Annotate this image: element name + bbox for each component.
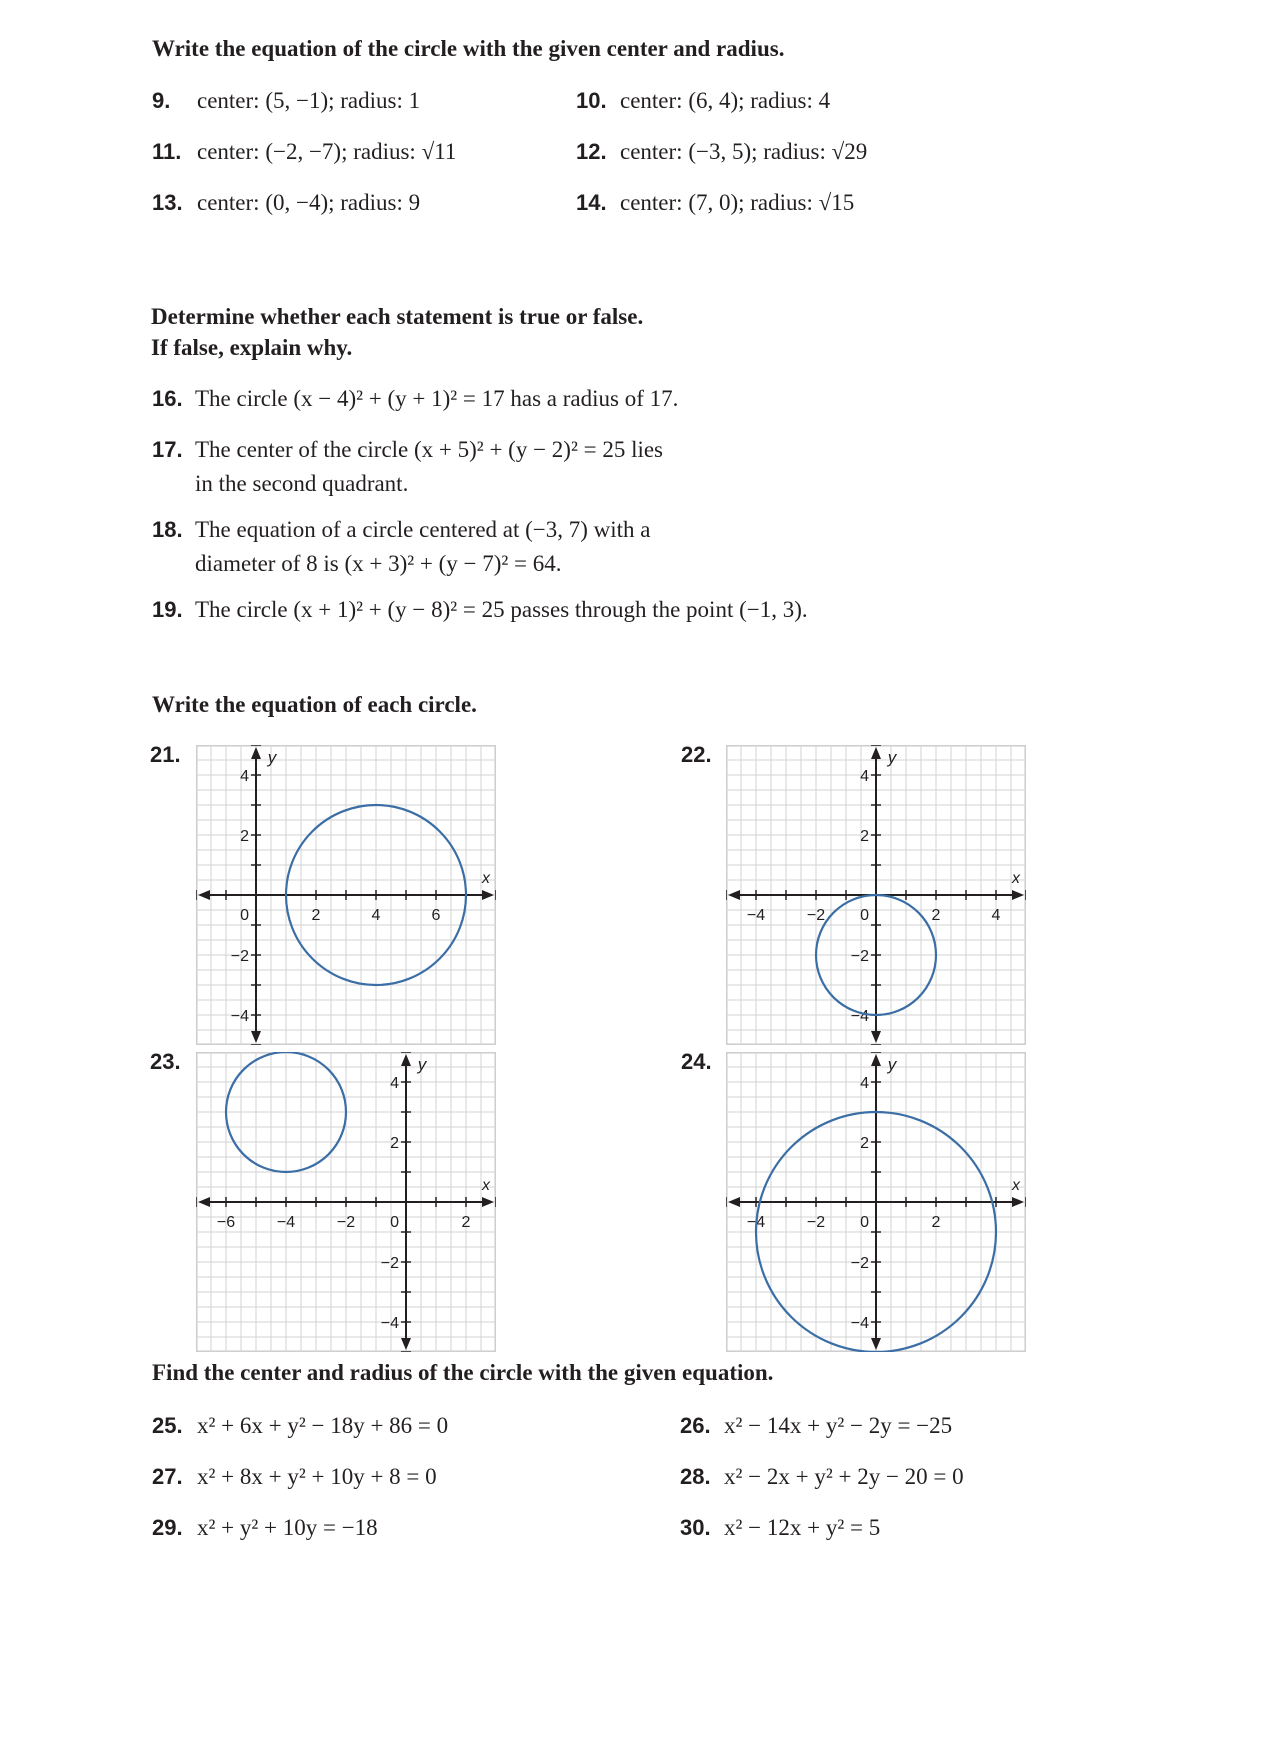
problem-text: center: (0, −4); radius: 9 xyxy=(197,190,421,215)
y-tick-label: 2 xyxy=(240,828,249,845)
x-tick-label: −6 xyxy=(216,1214,236,1231)
problem-19 xyxy=(152,593,808,627)
origin-label: 0 xyxy=(860,907,869,924)
problem-number: 25. xyxy=(152,1413,183,1438)
y-tick-label: −4 xyxy=(230,1008,249,1025)
y-axis-label: y xyxy=(887,1055,897,1074)
section-heading-true-false xyxy=(151,300,643,365)
y-tick-label: −2 xyxy=(850,948,869,965)
problem-number: 11. xyxy=(152,139,182,164)
x-tick-label: −2 xyxy=(806,907,826,924)
x-tick-label: −2 xyxy=(806,1214,826,1231)
graph-23 xyxy=(196,1052,496,1352)
problem-number: 29. xyxy=(152,1515,183,1540)
graph-number-22: 22. xyxy=(681,742,712,767)
x-tick-label: −4 xyxy=(746,907,766,924)
origin-label: 0 xyxy=(240,907,249,924)
graph-24-svg xyxy=(726,1052,1026,1352)
problem-text: center: (6, 4); radius: 4 xyxy=(620,88,831,113)
problem-11 xyxy=(152,135,456,169)
problem-text: center: (−2, −7); radius: √11 xyxy=(197,139,457,164)
y-tick-label: −4 xyxy=(380,1315,399,1332)
problem-text: x² + y² + 10y = −18 xyxy=(197,1515,378,1540)
problem-number: 17. xyxy=(152,437,183,462)
y-tick-label: −4 xyxy=(850,1315,869,1332)
problem-text: center: (−3, 5); radius: √29 xyxy=(620,139,868,164)
problem-10 xyxy=(576,84,830,118)
problem-29 xyxy=(152,1511,378,1545)
graph-number-23: 23. xyxy=(150,1049,181,1074)
x-tick-label: 4 xyxy=(991,907,1001,924)
problem-26 xyxy=(680,1409,952,1443)
problem-9 xyxy=(152,84,420,118)
problem-number: 16. xyxy=(152,386,183,411)
y-tick-label: 4 xyxy=(860,768,869,785)
graph-23-svg xyxy=(196,1052,496,1352)
graph-number-24: 24. xyxy=(681,1049,712,1074)
y-axis-label: y xyxy=(267,748,277,767)
problem-text: The circle (x + 1)² + (y − 8)² = 25 passes through the point (−1, 3). xyxy=(195,597,808,622)
problem-text-line-1: The equation of a circle centered at (−3, 7) with a xyxy=(195,517,651,542)
x-tick-label: −2 xyxy=(336,1214,356,1231)
graph-number-21: 21. xyxy=(150,742,181,767)
problem-text: The circle (x − 4)² + (y + 1)² = 17 has a radius of 17. xyxy=(195,386,679,411)
problem-25 xyxy=(152,1409,448,1443)
y-tick-label: −2 xyxy=(850,1255,869,1272)
graph-22 xyxy=(726,745,1026,1045)
problem-28 xyxy=(680,1460,964,1494)
section-heading-write-equation: Write the equation of each circle. xyxy=(152,692,477,717)
problem-number: 13. xyxy=(152,190,183,215)
problem-text: center: (5, −1); radius: 1 xyxy=(197,88,421,113)
y-tick-label: 2 xyxy=(860,1135,869,1152)
problem-text: center: (7, 0); radius: √15 xyxy=(620,190,855,215)
x-axis-label: x xyxy=(482,1177,490,1194)
x-axis-label: x xyxy=(1012,870,1020,887)
x-axis-label: x xyxy=(482,870,490,887)
graph-22-svg xyxy=(726,745,1026,1045)
problem-text: x² − 14x + y² − 2y = −25 xyxy=(724,1413,953,1438)
y-tick-label: 4 xyxy=(860,1075,869,1092)
heading-line-2: If false, explain why. xyxy=(151,335,353,360)
problem-number: 28. xyxy=(680,1464,711,1489)
problem-number: 12. xyxy=(576,139,607,164)
graph-21-svg xyxy=(196,745,496,1045)
problem-text: x² − 12x + y² = 5 xyxy=(724,1515,881,1540)
problem-text-line-2: in the second quadrant. xyxy=(195,471,409,496)
x-axis-label: x xyxy=(1012,1177,1020,1194)
x-tick-label: 2 xyxy=(931,1214,941,1231)
problem-16 xyxy=(152,382,678,416)
x-tick-label: 4 xyxy=(371,907,381,924)
heading-line-1: Determine whether each statement is true or false. xyxy=(151,304,644,329)
y-tick-label: −2 xyxy=(380,1255,399,1272)
problem-number: 9. xyxy=(152,88,171,113)
y-tick-label: −2 xyxy=(230,948,249,965)
graph-24 xyxy=(726,1052,1026,1352)
problem-number: 30. xyxy=(680,1515,711,1540)
problem-text: x² + 8x + y² + 10y + 8 = 0 xyxy=(197,1464,437,1489)
x-tick-label: −4 xyxy=(746,1214,766,1231)
problem-number: 26. xyxy=(680,1413,711,1438)
problem-text: x² + 6x + y² − 18y + 86 = 0 xyxy=(197,1413,449,1438)
problem-12 xyxy=(576,135,867,169)
origin-label: 0 xyxy=(390,1214,399,1231)
problem-number: 19. xyxy=(152,597,183,622)
problem-text-line-2: diameter of 8 is (x + 3)² + (y − 7)² = 64. xyxy=(195,551,562,576)
origin-label: 0 xyxy=(860,1214,869,1231)
x-tick-label: 2 xyxy=(311,907,321,924)
problem-number: 10. xyxy=(576,88,607,113)
y-tick-label: 2 xyxy=(860,828,869,845)
problem-number: 27. xyxy=(152,1464,183,1489)
y-tick-label: −4 xyxy=(850,1008,869,1025)
problem-13 xyxy=(152,186,420,220)
problem-17 xyxy=(152,433,663,501)
y-axis-label: y xyxy=(887,748,897,767)
y-axis-label: y xyxy=(417,1055,427,1074)
problem-30 xyxy=(680,1511,880,1545)
problem-number: 14. xyxy=(576,190,607,215)
problem-27 xyxy=(152,1460,437,1494)
graph-21 xyxy=(196,745,496,1045)
y-tick-label: 4 xyxy=(390,1075,399,1092)
x-tick-label: 2 xyxy=(931,907,941,924)
problem-number: 18. xyxy=(152,517,183,542)
y-tick-label: 2 xyxy=(390,1135,399,1152)
problem-text: x² − 2x + y² + 2y − 20 = 0 xyxy=(724,1464,964,1489)
section-heading-center-radius: Write the equation of the circle with the given center and radius. xyxy=(152,36,785,61)
x-tick-label: −4 xyxy=(276,1214,296,1231)
section-heading-center-radius-equation: Find the center and radius of the circle with the given equation. xyxy=(152,1360,774,1385)
y-tick-label: 4 xyxy=(240,768,249,785)
x-tick-label: 6 xyxy=(431,907,441,924)
x-tick-label: 2 xyxy=(461,1214,471,1231)
problem-text-line-1: The center of the circle (x + 5)² + (y − 2)² = 25 lies xyxy=(195,437,664,462)
problem-18 xyxy=(152,513,651,581)
problem-14 xyxy=(576,186,854,220)
